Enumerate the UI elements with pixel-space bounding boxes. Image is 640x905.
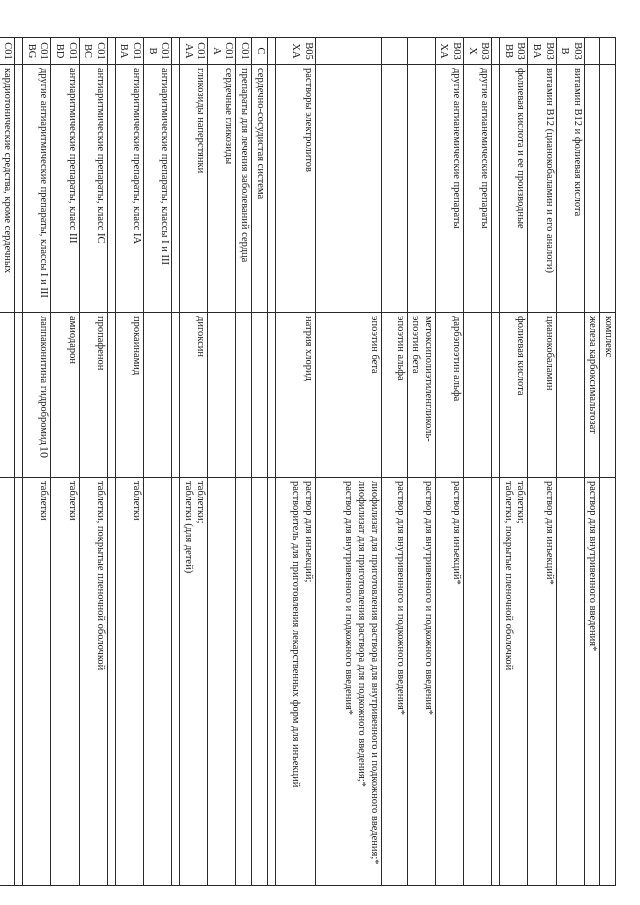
dosage-form-cell	[464, 478, 492, 886]
drug-name-cell	[500, 313, 528, 478]
cell-text: C01BC	[82, 42, 106, 60]
atc-code-cell	[143, 38, 171, 65]
drug-name-cell	[15, 313, 23, 478]
cell-text: витамин B12 (цианокобаламин и его аналоги)	[543, 68, 555, 273]
dosage-form-cell	[407, 478, 435, 886]
cell-text: сердечно-сосудистая система	[254, 68, 266, 200]
drug-name-cell	[528, 313, 556, 478]
cell-text: таблетки;	[515, 481, 527, 524]
cell-text: лиофилизат для приготовления раствора для подкожного введения;*	[356, 481, 368, 787]
dosage-form-cell	[500, 478, 528, 886]
cell-text: таблетки	[38, 481, 50, 521]
drug-name-cell	[143, 313, 171, 478]
drug-name-cell	[180, 313, 208, 478]
dosage-form-cell	[252, 478, 268, 886]
cell-text: цианокобаламин	[543, 316, 555, 391]
cell-text: кардиотонические средства, кроме сердечных	[2, 68, 14, 274]
cell-text: эпоэтин альфа	[394, 316, 406, 381]
drug-name-cell	[107, 313, 115, 478]
cell-text: препараты для лечения заболеваний сердца	[239, 68, 251, 263]
cell-text: C	[254, 47, 266, 55]
cell-text: метоксиполиэтиленгликоль-эпоэтин бета	[410, 316, 434, 442]
atc-group-cell	[23, 65, 51, 313]
atc-code-cell	[107, 38, 115, 65]
drug-name-cell	[267, 313, 275, 478]
dosage-form-cell	[180, 478, 208, 886]
atc-code-cell	[556, 38, 584, 65]
atc-code-cell	[236, 38, 252, 65]
atc-group-cell	[115, 65, 143, 313]
page-number: 10	[37, 446, 52, 458]
table-row	[464, 38, 492, 886]
table-row	[115, 38, 143, 886]
table-body	[0, 38, 616, 886]
atc-code-cell	[172, 38, 180, 65]
cell-text: раствор для внутривенного и подкожного введения*	[394, 481, 406, 716]
table-row	[584, 38, 600, 886]
cell-text: B03BA	[531, 42, 555, 60]
cell-text: лиофилизат для приготовления раствора для внутривенного и подкожного введения;*	[368, 481, 380, 865]
cell-text: антиаритмические препараты, класс III	[66, 68, 78, 244]
drug-name-cell	[79, 313, 107, 478]
cell-text: таблетки, покрытые пленочной оболочкой	[94, 481, 106, 671]
cell-text: пропафенон	[94, 316, 106, 371]
dosage-form-cell	[381, 478, 407, 886]
atc-code-cell	[381, 38, 407, 65]
drug-name-cell	[208, 313, 236, 478]
dosage-form-cell	[143, 478, 171, 886]
atc-group-cell	[407, 65, 435, 313]
cell-text: антиаритмические препараты, класс IA	[130, 68, 142, 245]
drug-name-cell	[381, 313, 407, 478]
drug-name-cell	[172, 313, 180, 478]
cell-text: таблетки	[130, 481, 142, 521]
atc-group-cell	[464, 65, 492, 313]
drug-name-cell	[464, 313, 492, 478]
cell-text: дигоксин	[195, 316, 207, 357]
atc-group-cell	[236, 65, 252, 313]
drug-name-cell	[115, 313, 143, 478]
dosage-form-cell	[0, 478, 15, 886]
table-row	[275, 38, 315, 886]
dosage-form-cell	[208, 478, 236, 886]
table-row	[172, 38, 180, 886]
cell-text: C01AA	[182, 42, 207, 60]
atc-group-cell	[208, 65, 236, 313]
atc-code-cell	[464, 38, 492, 65]
cell-text: таблетки;	[195, 481, 207, 524]
dosage-form-cell	[556, 478, 584, 886]
atc-group-cell	[180, 65, 208, 313]
table-row	[51, 38, 79, 886]
drug-name-cell	[252, 313, 268, 478]
cell-text: растворы электролитов	[302, 68, 314, 173]
atc-code-cell	[275, 38, 315, 65]
dosage-form-cell	[435, 478, 463, 886]
cell-text: фолиевая кислота	[515, 316, 527, 396]
atc-code-cell	[115, 38, 143, 65]
dosage-form-cell	[15, 478, 23, 886]
dosage-form-cell	[275, 478, 315, 886]
atc-code-cell	[600, 38, 616, 65]
drug-name-cell	[600, 313, 616, 478]
atc-group-cell	[172, 65, 180, 313]
atc-group-cell	[107, 65, 115, 313]
table-row	[407, 38, 435, 886]
cell-text: лаппаконитина гидробромид	[38, 316, 50, 445]
atc-code-cell	[208, 38, 236, 65]
atc-code-cell	[492, 38, 500, 65]
atc-group-cell	[51, 65, 79, 313]
dosage-form-cell	[51, 478, 79, 886]
cell-text: C01	[2, 42, 14, 60]
cell-text: B03X	[466, 42, 491, 60]
atc-group-cell	[0, 65, 15, 313]
cell-text: C01BD	[53, 42, 78, 60]
table-row	[23, 38, 51, 886]
atc-code-cell	[267, 38, 275, 65]
cell-text: раствор для внутривенного и подкожного введения*	[422, 481, 434, 716]
table-row	[79, 38, 107, 886]
atc-code-cell	[584, 38, 600, 65]
table-row	[381, 38, 407, 886]
cell-text: сердечные гликозиды	[223, 68, 235, 165]
table-row	[15, 38, 23, 886]
cell-text: таблетки	[66, 481, 78, 521]
drug-name-cell	[584, 313, 600, 478]
cell-text: C01B	[146, 42, 171, 60]
table-row	[143, 38, 171, 886]
atc-group-cell	[556, 65, 584, 313]
atc-group-cell	[315, 65, 381, 313]
atc-code-cell	[79, 38, 107, 65]
dosage-form-cell	[600, 478, 616, 886]
table-row	[208, 38, 236, 886]
atc-group-cell	[143, 65, 171, 313]
cell-text: другие антианемические препараты	[479, 68, 491, 229]
cell-text: дарбэпоэтин альфа	[451, 316, 463, 402]
cell-text: другие антианемические препараты	[451, 68, 463, 229]
table-row	[107, 38, 115, 886]
cell-text: антиаритмические препараты, классы I и III	[159, 68, 171, 265]
atc-group-cell	[492, 65, 500, 313]
dosage-form-cell	[528, 478, 556, 886]
atc-group-cell	[381, 65, 407, 313]
drug-name-cell	[51, 313, 79, 478]
dosage-form-cell	[267, 478, 275, 886]
drug-name-cell	[435, 313, 463, 478]
cell-text: железа карбоксимальтозат	[587, 316, 599, 434]
table-row	[267, 38, 275, 886]
dosage-form-cell	[107, 478, 115, 886]
drug-name-cell	[275, 313, 315, 478]
dosage-form-cell	[172, 478, 180, 886]
cell-text: раствор для инъекций*	[543, 481, 555, 585]
atc-group-cell	[584, 65, 600, 313]
table-row	[236, 38, 252, 886]
atc-code-cell	[180, 38, 208, 65]
dosage-form-cell	[23, 478, 51, 886]
cell-text: растворитель для приготовления лекарственных форм для инъекций	[290, 481, 302, 788]
drug-name-cell	[315, 313, 381, 478]
atc-group-cell	[500, 65, 528, 313]
cell-text: комплекс	[603, 316, 614, 358]
drug-name-cell	[556, 313, 584, 478]
atc-code-cell	[23, 38, 51, 65]
drug-name-cell	[23, 313, 51, 478]
cell-text: таблетки, покрытые пленочной оболочкой	[502, 481, 514, 671]
cell-text: антиаритмические препараты, класс IC	[94, 68, 106, 244]
table-row	[528, 38, 556, 886]
table-row	[180, 38, 208, 886]
table-row	[315, 38, 381, 886]
dosage-form-cell	[236, 478, 252, 886]
atc-group-cell	[435, 65, 463, 313]
atc-code-cell	[252, 38, 268, 65]
cell-text: натрия хлорид	[302, 316, 314, 381]
atc-group-cell	[275, 65, 315, 313]
atc-code-cell	[51, 38, 79, 65]
table-row	[492, 38, 500, 886]
cell-text: фолиевая кислота и ее производные	[515, 68, 527, 229]
atc-code-cell	[315, 38, 381, 65]
atc-group-cell	[79, 65, 107, 313]
drug-table	[0, 37, 616, 886]
table-row	[600, 38, 616, 886]
atc-code-cell	[435, 38, 463, 65]
dosage-form-cell	[584, 478, 600, 886]
cell-text: C01BA	[118, 42, 142, 60]
drug-name-cell	[0, 313, 15, 478]
table-row	[500, 38, 528, 886]
cell-text: витамин B12 и фолиевая кислота	[571, 68, 583, 217]
cell-text: гликозиды наперстянки	[195, 68, 207, 174]
atc-code-cell	[0, 38, 15, 65]
atc-group-cell	[528, 65, 556, 313]
cell-text: другие антиаритмические препараты, классы I и III	[38, 68, 50, 298]
drug-name-cell	[492, 313, 500, 478]
cell-text: таблетки (для детей)	[182, 481, 194, 574]
atc-group-cell	[252, 65, 268, 313]
atc-code-cell	[407, 38, 435, 65]
dosage-form-cell	[79, 478, 107, 886]
atc-group-cell	[267, 65, 275, 313]
table-row	[435, 38, 463, 886]
cell-text: прокаинамид	[130, 316, 142, 376]
cell-text: раствор для инъекций;	[302, 481, 314, 583]
atc-code-cell	[15, 38, 23, 65]
cell-text: B03BB	[502, 42, 527, 60]
drug-name-cell	[236, 313, 252, 478]
cell-text: B05XA	[290, 42, 314, 60]
cell-text: C01A	[210, 42, 235, 60]
cell-text: раствор для внутривенного введения*	[587, 481, 599, 652]
cell-text: эпоэтин бета	[368, 316, 380, 374]
dosage-form-cell	[115, 478, 143, 886]
table-row	[0, 38, 15, 886]
table-row	[252, 38, 268, 886]
cell-text: C01BG	[25, 42, 50, 60]
atc-group-cell	[600, 65, 616, 313]
table-row	[556, 38, 584, 886]
drug-name-cell	[407, 313, 435, 478]
cell-text: B03B	[559, 42, 583, 60]
atc-code-cell	[528, 38, 556, 65]
dosage-form-cell	[315, 478, 381, 886]
atc-code-cell	[500, 38, 528, 65]
cell-text: раствор для внутривенного и подкожного введения*	[343, 481, 355, 716]
cell-text: C01	[239, 42, 251, 60]
cell-text: раствор для инъекций*	[451, 481, 463, 585]
cell-text: B03XA	[438, 42, 463, 60]
cell-text: амиодарон	[66, 316, 78, 364]
atc-group-cell	[15, 65, 23, 313]
dosage-form-cell	[492, 478, 500, 886]
